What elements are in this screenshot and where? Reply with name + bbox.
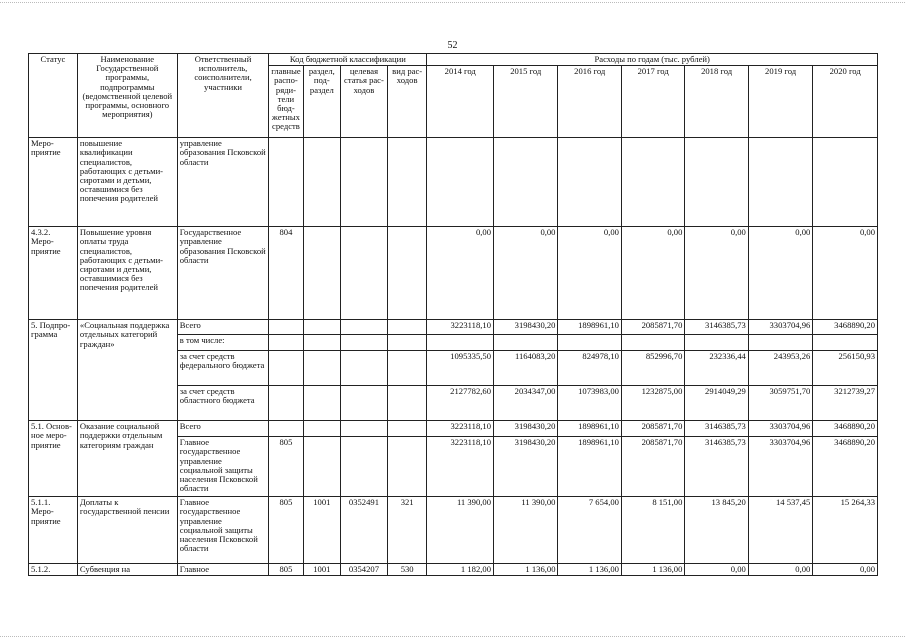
value-cell: 1898961,10 bbox=[558, 421, 621, 437]
status-cell: 5.1.1. Меро-приятие bbox=[29, 497, 78, 564]
value-cell: 3223118,10 bbox=[427, 437, 494, 497]
value-cell: 256150,93 bbox=[813, 351, 878, 386]
glavnye-cell: 804 bbox=[269, 227, 303, 320]
responsible-cell: в том числе: bbox=[177, 335, 269, 351]
value-cell: 1164083,20 bbox=[494, 351, 558, 386]
cel-cell: 0352491 bbox=[341, 497, 388, 564]
name-cell: «Социальная поддержка отдельных категорий граждан» bbox=[77, 320, 177, 421]
value-cell: 7 654,00 bbox=[558, 497, 621, 564]
value-cell: 3303704,96 bbox=[748, 421, 812, 437]
glavnye-cell: 805 bbox=[269, 497, 303, 564]
value-cell: 3223118,10 bbox=[427, 320, 494, 335]
value-cell: 3198430,20 bbox=[494, 320, 558, 335]
value-cell: 0,00 bbox=[621, 227, 684, 320]
value-cell: 1095335,50 bbox=[427, 351, 494, 386]
status-cell: 5. Подпро-грамма bbox=[29, 320, 78, 421]
value-cell: 2127782,60 bbox=[427, 386, 494, 421]
bottom-scan-edge bbox=[0, 636, 905, 637]
name-cell: Повышение уровня оплаты труда специалистов, работающих с детьми-сиротами и детьми, оставшимися без попечения родителей bbox=[77, 227, 177, 320]
header-year: 2017 год bbox=[621, 66, 684, 138]
value-cell: 3059751,70 bbox=[748, 386, 812, 421]
name-cell: Оказание социальной поддержки отдельным категориям граждан bbox=[77, 421, 177, 497]
value-cell: 1 136,00 bbox=[494, 564, 558, 576]
value-cell: 3146385,73 bbox=[685, 437, 748, 497]
cel-cell: 0354207 bbox=[341, 564, 388, 576]
value-cell: 2085871,70 bbox=[621, 421, 684, 437]
header-bk-razdel: раздел, под-раздел bbox=[303, 66, 340, 138]
name-cell: повышение квалификации специалистов, работающих с детьми-сиротами и детьми, оставшимися без попечения родителей bbox=[77, 138, 177, 227]
value-cell: 3198430,20 bbox=[494, 437, 558, 497]
value-cell: 3223118,10 bbox=[427, 421, 494, 437]
table-row bbox=[29, 320, 878, 335]
header-year: 2019 год bbox=[748, 66, 812, 138]
header-status: Статус bbox=[29, 54, 78, 138]
value-cell: 3146385,73 bbox=[685, 421, 748, 437]
value-cell: 3468890,20 bbox=[813, 421, 878, 437]
name-cell: Доплаты к государственной пенсии bbox=[77, 497, 177, 564]
vid-cell: 530 bbox=[387, 564, 427, 576]
value-cell: 232336,44 bbox=[685, 351, 748, 386]
value-cell: 11 390,00 bbox=[427, 497, 494, 564]
header-expenses-group: Расходы по годам (тыс. рублей) bbox=[427, 54, 878, 66]
table-row bbox=[29, 227, 878, 320]
value-cell: 13 845,20 bbox=[685, 497, 748, 564]
value-cell: 3212739,27 bbox=[813, 386, 878, 421]
value-cell: 0,00 bbox=[558, 227, 621, 320]
page-number: 52 bbox=[447, 40, 458, 51]
value-cell: 0,00 bbox=[813, 227, 878, 320]
value-cell: 1898961,10 bbox=[558, 320, 621, 335]
value-cell: 1898961,10 bbox=[558, 437, 621, 497]
responsible-cell: Всего bbox=[177, 320, 269, 335]
table-row bbox=[29, 138, 878, 227]
responsible-cell: за счет средств областного бюджета bbox=[177, 386, 269, 421]
value-cell: 852996,70 bbox=[621, 351, 684, 386]
header-bk-glavnye: главные распо-ряди-тели бюд-жетных средств bbox=[269, 66, 303, 138]
header-responsible: Ответственный исполнитель, соисполнители, участники bbox=[177, 54, 269, 138]
status-cell: 4.3.2. Меро-приятие bbox=[29, 227, 78, 320]
header-row-1 bbox=[29, 54, 878, 66]
status-cell: Меро-приятие bbox=[29, 138, 78, 227]
responsible-cell: Главное государственное управление социальной защиты населения Псковской области bbox=[177, 497, 269, 564]
value-cell: 8 151,00 bbox=[621, 497, 684, 564]
table-row bbox=[29, 497, 878, 564]
razdel-cell: 1001 bbox=[303, 497, 340, 564]
table-row bbox=[29, 421, 878, 437]
responsible-cell: Всего bbox=[177, 421, 269, 437]
responsible-cell: за счет средств федерального бюджета bbox=[177, 351, 269, 386]
header-year: 2020 год bbox=[813, 66, 878, 138]
value-cell: 1 136,00 bbox=[558, 564, 621, 576]
value-cell: 1 136,00 bbox=[621, 564, 684, 576]
value-cell: 0,00 bbox=[813, 564, 878, 576]
responsible-cell: управление образования Псковской области bbox=[177, 138, 269, 227]
value-cell: 2085871,70 bbox=[621, 320, 684, 335]
value-cell: 15 264,33 bbox=[813, 497, 878, 564]
value-cell: 2034347,00 bbox=[494, 386, 558, 421]
responsible-cell: Главное bbox=[177, 564, 269, 576]
value-cell: 0,00 bbox=[685, 564, 748, 576]
value-cell: 14 537,45 bbox=[748, 497, 812, 564]
value-cell: 1 182,00 bbox=[427, 564, 494, 576]
value-cell: 3468890,20 bbox=[813, 437, 878, 497]
value-cell: 3198430,20 bbox=[494, 421, 558, 437]
value-cell: 0,00 bbox=[494, 227, 558, 320]
glavnye-cell: 805 bbox=[269, 564, 303, 576]
value-cell: 2914049,29 bbox=[685, 386, 748, 421]
value-cell: 3303704,96 bbox=[748, 437, 812, 497]
status-cell: 5.1.2. bbox=[29, 564, 78, 576]
responsible-cell: Государственное управление образования Псковской области bbox=[177, 227, 269, 320]
header-year: 2014 год bbox=[427, 66, 494, 138]
status-cell: 5.1. Основ-ное меро-приятие bbox=[29, 421, 78, 497]
header-year: 2018 год bbox=[685, 66, 748, 138]
razdel-cell: 1001 bbox=[303, 564, 340, 576]
header-name: Наименование Государственной программы, подпрограммы (ведомственной целевой программы, основного мероприятия) bbox=[77, 54, 177, 138]
value-cell: 3146385,73 bbox=[685, 320, 748, 335]
value-cell: 3303704,96 bbox=[748, 320, 812, 335]
header-bk-vid: вид рас-ходов bbox=[387, 66, 427, 138]
top-scan-edge bbox=[0, 2, 905, 3]
header-year: 2015 год bbox=[494, 66, 558, 138]
table-row bbox=[29, 564, 878, 576]
value-cell: 824978,10 bbox=[558, 351, 621, 386]
value-cell: 0,00 bbox=[685, 227, 748, 320]
responsible-cell: Главное государственное управление социальной защиты населения Псковской области bbox=[177, 437, 269, 497]
value-cell: 243953,26 bbox=[748, 351, 812, 386]
budget-table bbox=[28, 53, 878, 576]
glavnye-cell: 805 bbox=[269, 437, 303, 497]
header-bk-group: Код бюджетной классификации bbox=[269, 54, 427, 66]
value-cell: 11 390,00 bbox=[494, 497, 558, 564]
value-cell: 0,00 bbox=[427, 227, 494, 320]
name-cell: Субвенция на bbox=[77, 564, 177, 576]
value-cell: 0,00 bbox=[748, 564, 812, 576]
vid-cell: 321 bbox=[387, 497, 427, 564]
value-cell: 1073983,00 bbox=[558, 386, 621, 421]
value-cell: 2085871,70 bbox=[621, 437, 684, 497]
value-cell: 0,00 bbox=[748, 227, 812, 320]
header-year: 2016 год bbox=[558, 66, 621, 138]
value-cell: 3468890,20 bbox=[813, 320, 878, 335]
value-cell: 1232875,00 bbox=[621, 386, 684, 421]
header-bk-cel: целевая статья рас-ходов bbox=[341, 66, 388, 138]
